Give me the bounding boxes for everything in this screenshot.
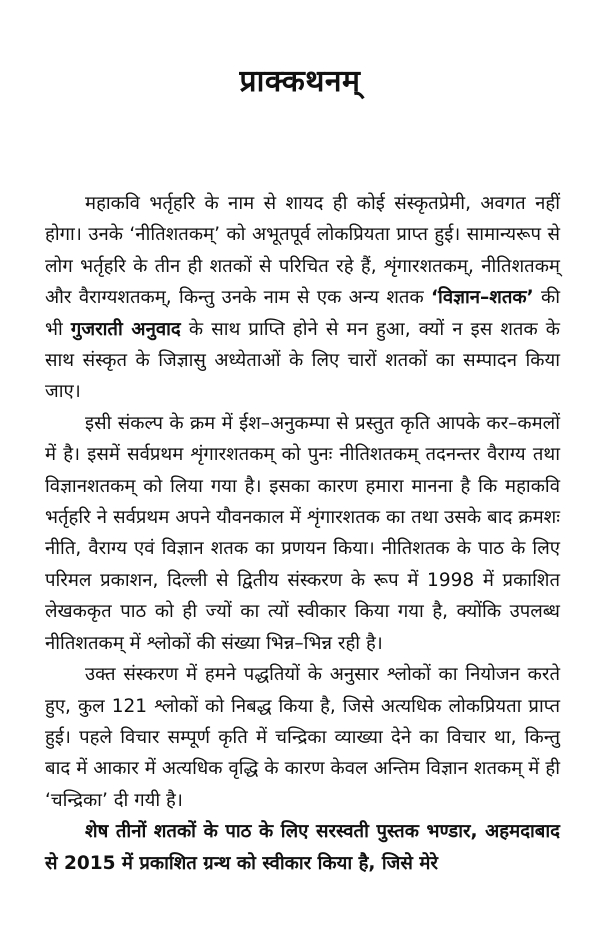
paragraph-1-text-b: की भी xyxy=(45,287,560,340)
body-text xyxy=(45,188,560,879)
paragraph-4: शेष तीनों शतकों के पाठ के लिए सरस्वती पुस्तक भण्डार, अहमदाबाद से 2015 में प्रकाशित ग्रन्थ को स्वीकार किया है, जिसे मेरे xyxy=(45,821,560,874)
paragraph-2: इसी संकल्प के क्रम में ईश–अनुकम्पा से प्रस्तुत कृति आपके कर–कमलों में है। इसमें सर्वप्रथम शृंगारशतकम् को पुनः नीतिशतकम् तदनन्तर वैराग्य तथा विज्ञानशतकम् को लिया गया है। इसका कारण हमारा मानना है कि महाकवि भर्तृहरि ने सर्वप्रथम अपने यौवनकाल में शृंगारशतक का तथा उसके बाद क्रमशः नीति, वैराग्य एवं विज्ञान शतक का प्रणयन किया। नीतिशतक के पाठ के लिए परिमल प्रकाशन, दिल्ली से द्वितीय संस्करण के रूप में 1998 में प्रकाशित लेखककृत पाठ को ही ज्यों का त्यों स्वीकार किया गया है, क्योंकि उपलब्ध नीतिशतकम् में श्लोकों की संख्या भिन्न–भिन्न रही है। xyxy=(45,412,560,654)
page-title: प्राक्कथनम् xyxy=(239,64,361,99)
paragraph-1-bold-title: ‘विज्ञान–शतक’ xyxy=(431,287,534,309)
paragraph-1-bold-gujarati: गुजराती अनुवाद xyxy=(70,318,181,340)
paragraph-1-text-a: महाकवि भर्तृहरि के नाम से शायद ही कोई संस्कृतप्रेमी, अवगत नहीं होगा। उनके ‘नीतिशतकम्’ को अभूतपूर्व लोकप्रियता प्राप्त हुई। सामान्यरूप से लोग भर्तृहरि के तीन ही शतकों से परिचित रहे हैं, शृंगारशतकम्, नीतिशतकम् और वैराग्यशतकम्, किन्तु उनके नाम से एक अन्य शतक xyxy=(45,193,560,309)
paragraph-3: उक्त संस्करण में हमने पद्धतियों के अनुसार श्लोकों का नियोजन करते हुए, कुल 121 श्लोकों को निबद्ध किया है, जिसे अत्यधिक लोकप्रियता प्राप्त हुई। पहले विचार सम्पूर्ण कृति में चन्द्रिका व्याख्या देने का विचार था, किन्तु बाद में आकार में अत्यधिक वृद्धि के कारण केवल अन्तिम विज्ञान शतकम् में ही ‘चन्द्रिका’ दी गयी है। xyxy=(45,664,560,811)
paragraph-1-text-c: के साथ प्राप्ति होने से मन हुआ, क्यों न इस शतक के साथ संस्कृत के जिज्ञासु अध्येताओं के लिए चारों शतकों का सम्पादन किया जाए। xyxy=(45,318,560,403)
paragraph-1 xyxy=(45,188,560,408)
